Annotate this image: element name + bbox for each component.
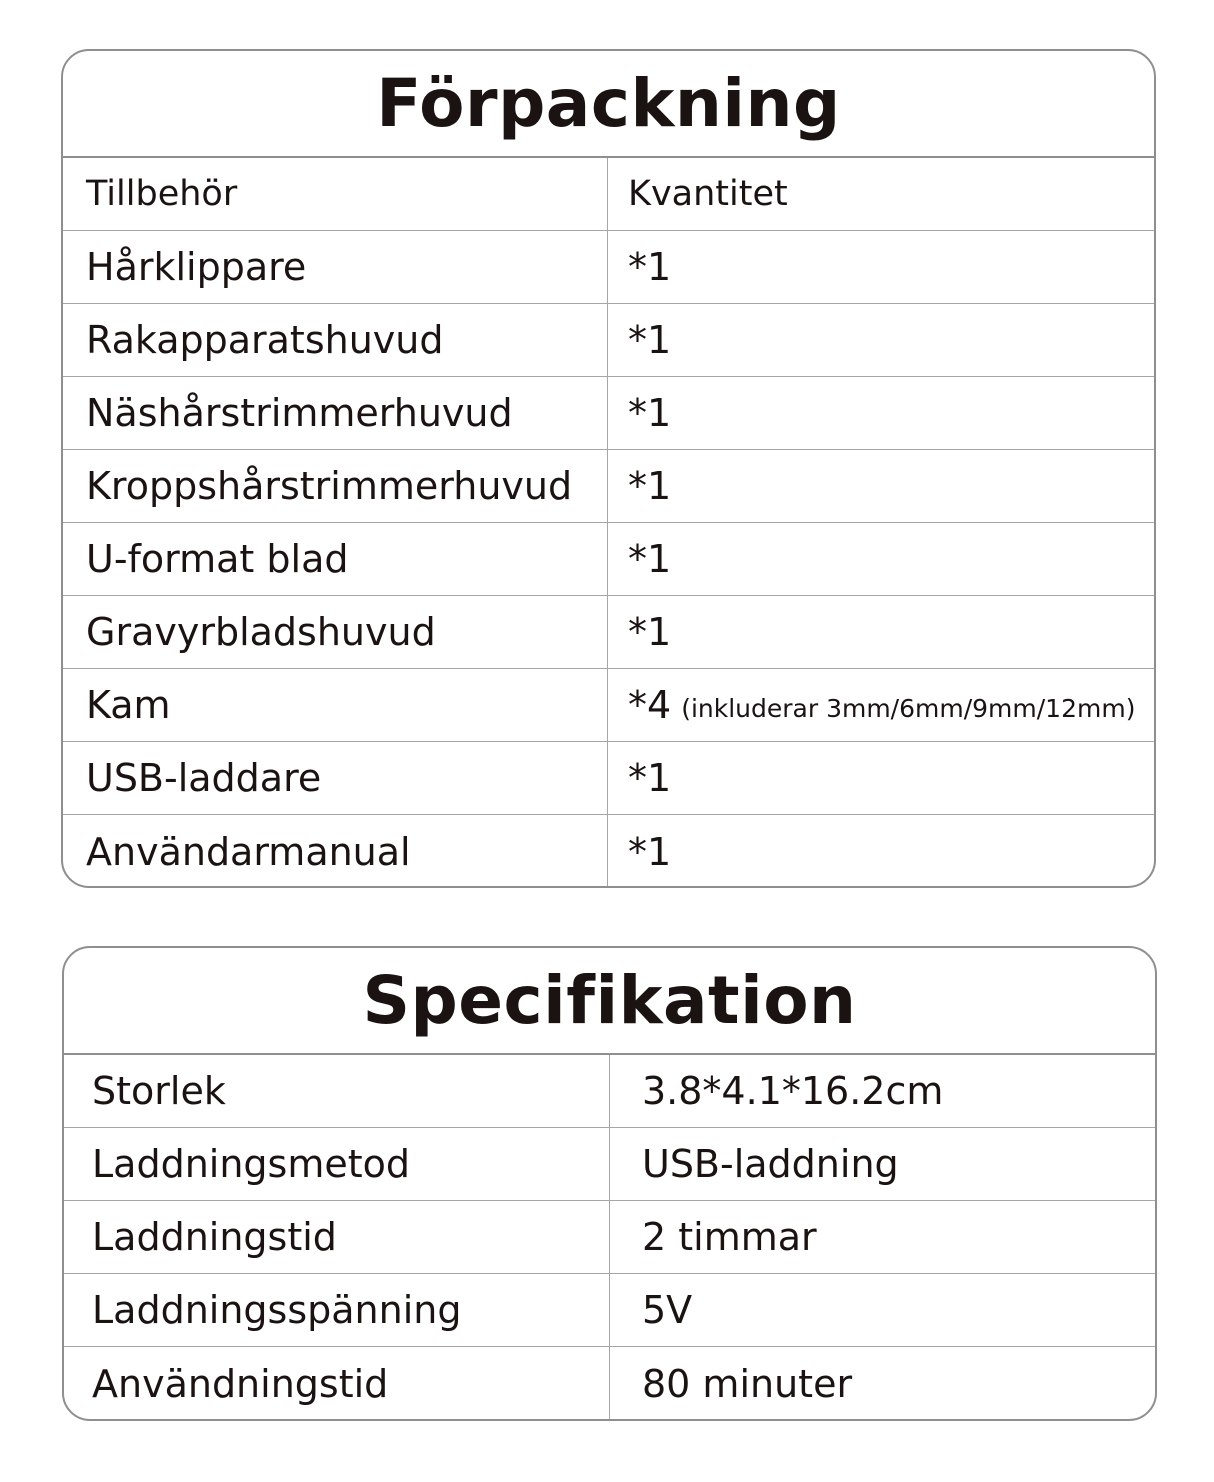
packing-title: Förpackning bbox=[63, 51, 1154, 158]
packing-table bbox=[61, 49, 1156, 888]
table-row bbox=[63, 231, 1154, 304]
table-row bbox=[64, 1055, 1155, 1128]
packing-item: Rakapparatshuvud bbox=[63, 304, 608, 376]
packing-item: Gravyrbladshuvud bbox=[63, 596, 608, 668]
packing-item: Hårklippare bbox=[63, 231, 608, 303]
spec-label: Laddningsmetod bbox=[64, 1128, 610, 1200]
packing-qty: *1 bbox=[628, 245, 672, 289]
packing-qty: *1 bbox=[628, 610, 672, 654]
spec-label: Användningstid bbox=[64, 1347, 610, 1420]
table-row bbox=[64, 1201, 1155, 1274]
table-row bbox=[63, 742, 1154, 815]
spec-value: 5V bbox=[642, 1288, 693, 1332]
packing-qty: *1 bbox=[628, 464, 672, 508]
spec-table bbox=[62, 946, 1157, 1421]
table-row bbox=[63, 815, 1154, 888]
packing-item: U-format blad bbox=[63, 523, 608, 595]
packing-header-item: Tillbehör bbox=[63, 158, 608, 230]
packing-qty: *1 bbox=[628, 391, 672, 435]
table-row bbox=[63, 304, 1154, 377]
spec-value: 80 minuter bbox=[642, 1361, 853, 1406]
table-row bbox=[64, 1274, 1155, 1347]
packing-item: Kroppshårstrimmerhuvud bbox=[63, 450, 608, 522]
table-row bbox=[63, 450, 1154, 523]
spec-title: Specifikation bbox=[64, 948, 1155, 1055]
packing-item: Kam bbox=[63, 669, 608, 741]
spec-value: 3.8*4.1*16.2cm bbox=[642, 1069, 944, 1113]
spec-label: Laddningstid bbox=[64, 1201, 610, 1273]
table-row bbox=[64, 1347, 1155, 1420]
packing-qty: *1 bbox=[628, 756, 672, 800]
packing-item: USB-laddare bbox=[63, 742, 608, 814]
packing-qty: *1 bbox=[628, 537, 672, 581]
packing-qty: *1 bbox=[628, 829, 672, 874]
spec-label: Storlek bbox=[64, 1055, 610, 1127]
table-row bbox=[63, 669, 1154, 742]
spec-value: USB-laddning bbox=[642, 1142, 899, 1186]
table-row bbox=[63, 596, 1154, 669]
table-row bbox=[63, 523, 1154, 596]
packing-header-qty: Kvantitet bbox=[628, 174, 788, 214]
packing-item: Näshårstrimmerhuvud bbox=[63, 377, 608, 449]
table-row bbox=[63, 377, 1154, 450]
packing-item: Användarmanual bbox=[63, 815, 608, 888]
packing-qty-note: (inkluderar 3mm/6mm/9mm/12mm) bbox=[681, 693, 1136, 723]
packing-qty-cell bbox=[608, 669, 1154, 741]
spec-value: 2 timmar bbox=[642, 1215, 817, 1259]
spec-label: Laddningsspänning bbox=[64, 1274, 610, 1346]
packing-qty: *1 bbox=[628, 318, 672, 362]
packing-header-row bbox=[63, 158, 1154, 231]
packing-qty: *4 bbox=[628, 683, 672, 727]
table-row bbox=[64, 1128, 1155, 1201]
